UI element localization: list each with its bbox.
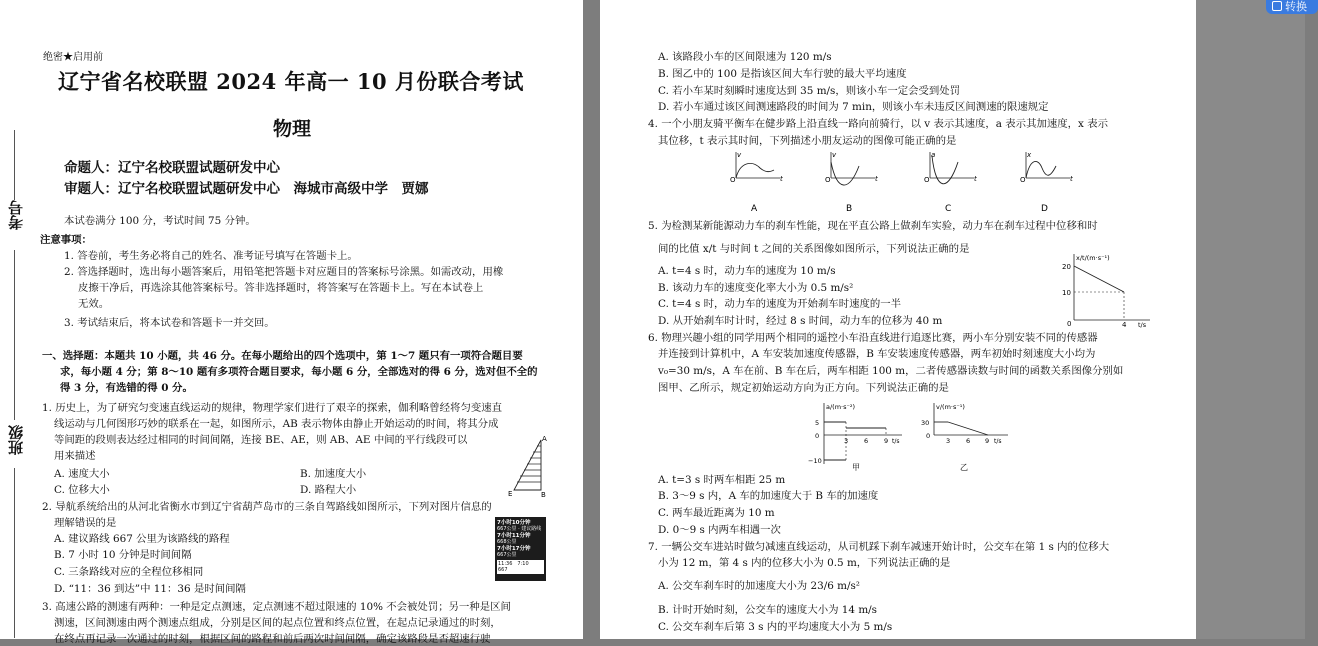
q1-option-b: B. 加速度大小 [300, 468, 367, 480]
q7-text: 小为 12 m，第 4 s 内的位移大小为 0.5 m，下列说法正确的是 [658, 557, 951, 569]
q5-tick-10: 10 [1062, 289, 1071, 297]
q4-label-b: B [846, 204, 853, 214]
page-1 [0, 0, 583, 645]
q4-text: 其位移，t 表示其时间，下列描述小朋友运动的图像可能正确的是 [658, 135, 957, 147]
q7-text: 7. 一辆公交车进站时做匀减速直线运动，从司机踩下刹车减速开始计时，公交车在第 1 s 内的位移大 [648, 541, 1110, 553]
q4-graph-d [1020, 151, 1073, 214]
q4-graph-a [730, 151, 783, 214]
translate-button[interactable] [1266, 0, 1318, 14]
q6a-ylabel: a/(m·s⁻²) [826, 403, 856, 411]
q3-text: 3. 高速公路的测速有两种：一种是定点测速，定点测速不超过限速的 10% 不会被处罚；另一种是区间 [42, 601, 511, 613]
q6-text: 并连接到计算机中，A 车安装加速度传感器，B 车安装速度传感器，两车初始时刻速度大小均为 [658, 348, 1096, 360]
q1-text: 1. 历史上，为了研究匀变速直线运动的规律，物理学家们进行了艰辛的探索，伽利略曾经将匀变速直 [42, 402, 503, 414]
side-label-banji: 班级 [7, 425, 25, 455]
q3-option-d: D. 若小车通过该区间测速路段的时间为 7 min，则该小车未违反区间测速的限速规定 [658, 101, 1049, 113]
q6a-tick-6: 6 [864, 437, 869, 445]
q2-text: 理解错误的是 [54, 517, 117, 529]
route-summary: 11:36 7:10 667 [497, 560, 544, 574]
q6a-tick-3: 3 [844, 437, 849, 445]
q2-text: 2. 导航系统给出的从河北省衡水市到辽宁省葫芦岛市的三条自驾路线如图所示，下列对图片信息的 [42, 501, 492, 513]
subject-title: 物理 [273, 118, 312, 140]
q6-text: v₀=30 m/s，A 车在前、B 车在后，两车相距 100 m，二者传感器读数与时间的函数关系图像分别如 [658, 365, 1124, 377]
q2-option-a: A. 建议路线 667 公里为该路线的路程 [54, 533, 230, 545]
q3-option-b: B. 图乙中的 100 是指该区间大车行驶的最大平均速度 [658, 68, 907, 80]
q5-option-d: D. 从开始刹车时计时，经过 8 s 时间，动力车的位移为 40 m [658, 315, 943, 327]
header-confidential: 绝密★启用前 [43, 52, 103, 63]
intro-text: 本试卷满分 100 分，考试时间 75 分钟。 [64, 215, 256, 227]
q5-text: 5. 为检测某新能源动力车的刹车性能，现在平直公路上做刹车实验，动力车在刹车过程中位移和时 [648, 220, 1098, 232]
route-2-desc: 668公里 [497, 539, 517, 545]
q5-tick-4: 4 [1122, 321, 1127, 329]
q4-graph-b [825, 151, 878, 214]
q2-option-b: B. 7 小时 10 分钟是时间间隔 [54, 549, 192, 561]
q3-option-c: C. 若小车某时刻瞬时速度达到 35 m/s，则该小车一定会受到处罚 [658, 85, 961, 97]
q1-triangle-figure [506, 432, 550, 498]
section-heading: 得 3 分，有选错的得 0 分。 [60, 382, 193, 394]
q7-option-c: C. 公交车刹车后第 3 s 内的平均速度大小为 5 m/s [658, 621, 893, 633]
route-1-desc: 667公里 · 建议路线 [497, 526, 542, 532]
q6a-xlabel: t/s [892, 438, 900, 445]
q6-option-a: A. t=3 s 时两车相距 25 m [658, 474, 786, 486]
q2-navigation-image [495, 517, 546, 581]
q6a-caption: 甲 [852, 463, 860, 472]
exam-title: 辽宁省名校联盟 2024 年高一 10 月份联合考试 [58, 69, 524, 94]
q2-option-d: D. “11：36 到达”中 11：36 是时间间隔 [54, 583, 246, 595]
q2-option-c: C. 三条路线对应的全程位移相同 [54, 566, 204, 578]
q1-option-a: A. 速度大小 [54, 468, 110, 480]
route-3-desc: 667公里 [497, 552, 517, 558]
q5-origin: 0 [1067, 320, 1072, 328]
q6b-xlabel: t/s [994, 438, 1002, 445]
q6a-tick-9: 9 [884, 437, 889, 445]
author-line: 命题人：辽宁名校联盟试题研发中心 [64, 160, 280, 176]
q4-c-origin: O [924, 176, 930, 184]
q6-option-b: B. 3～9 s 内，A 车的加速度大于 B 车的加速度 [658, 490, 879, 502]
q6a-tick-neg10: −10 [808, 457, 822, 465]
notice-line: 无效。 [78, 298, 110, 310]
q6-option-c: C. 两车最近距离为 10 m [658, 507, 775, 519]
q4-text: 4. 一个小朋友骑平衡车在健步路上沿直线一路向前骑行，以 v 表示其速度，a 表示其加速度，x 表示 [648, 118, 1108, 130]
q4-d-t: t [1070, 175, 1073, 183]
q7-option-a: A. 公交车刹车时的加速度大小为 23/6 m/s² [658, 580, 860, 592]
q6b-tick-3: 3 [946, 437, 951, 445]
notice-line: 3. 考试结束后，将本试卷和答题卡一并交回。 [64, 317, 275, 329]
q4-b-t: t [875, 175, 878, 183]
q3-text: 在终点再记录一次通过的时刻，根据区间的路程和前后两次时间间隔，确定该路段是否超速行驶 [54, 633, 491, 645]
q5-xlabel: t/s [1138, 321, 1147, 329]
notice-line: 皮擦干净后，再选涂其他答案标号。答非选择题时，将答案写在答题卡上。写在本试卷上 [78, 282, 484, 294]
q6-text: 6. 物理兴趣小组的同学用两个相同的遥控小车沿直线进行追逐比赛，两小车分别安装不同的传感器 [648, 332, 1098, 344]
q1-option-c: C. 位移大小 [54, 484, 110, 496]
q6-graph-b [918, 400, 1013, 474]
q4-c-t: t [974, 175, 977, 183]
q1-text: 用来描述 [54, 450, 96, 462]
q4-b-axis: v [832, 151, 837, 159]
route-2-time: 7小时11分钟 [497, 533, 531, 539]
q1-text: 等间距的段则表达经过相同的时间间隔，连接 BE、AE，则 AB、AE 中间的平行线段可以 [54, 434, 468, 446]
q4-a-axis: v [737, 151, 742, 159]
q5-option-b: B. 该动力车的速度变化率大小为 0.5 m/s² [658, 282, 854, 294]
q1-label-b: B [541, 491, 546, 499]
q3-text: 测速，区间测速由两个测速点组成，分别是区间的起点位置和终点位置，在起点记录通过的时刻， [54, 617, 501, 629]
section-heading: 一、选择题：本题共 10 小题，共 46 分。在每小题给出的四个选项中，第 1～7 题只有一项符合题目要 [42, 350, 523, 362]
route-1-time: 7小时10分钟 [497, 520, 531, 526]
q6b-tick-30: 30 [921, 419, 930, 427]
q6-text: 图甲、乙所示，规定初始运动方向为正方向。下列说法正确的是 [658, 382, 949, 394]
translate-icon [1272, 1, 1282, 11]
route-3-time: 7小时17分钟 [497, 546, 531, 552]
q6b-tick-6: 6 [966, 437, 971, 445]
notice-line: 1. 答卷前，考生务必将自己的姓名、准考证号填写在答题卡上。 [64, 250, 358, 262]
q4-c-axis: a [931, 151, 936, 159]
q1-text: 线运动与几何图形巧妙的联系在一起，如图所示，AB 表示物体由静止开始运动的时间，将其分成 [54, 418, 499, 430]
reviewer-line: 审题人：辽宁名校联盟试题研发中心 海城市高级中学 贾娜 [64, 181, 429, 197]
q4-d-axis: x [1027, 151, 1032, 159]
q5-ylabel: x/t/(m·s⁻¹) [1076, 254, 1110, 262]
q4-b-origin: O [825, 176, 831, 184]
side-label-kaohao: 考号 [7, 200, 25, 230]
q6b-tick-9: 9 [985, 437, 990, 445]
q6b-ylabel: v/(m·s⁻¹) [936, 403, 965, 411]
notice-heading: 注意事项： [40, 234, 92, 246]
q1-label-a: A [542, 435, 547, 443]
q5-graph [1058, 250, 1158, 328]
q5-text: 间的比值 x/t 与时间 t 之间的关系图像如图所示，下列说法正确的是 [658, 243, 970, 255]
page-2 [600, 0, 1196, 639]
q4-label-d: D [1041, 204, 1048, 214]
q1-label-e: E [508, 490, 513, 498]
q4-d-origin: O [1020, 176, 1026, 184]
q4-label-a: A [751, 204, 758, 214]
q4-graph-c [924, 151, 977, 214]
q4-graphs [720, 148, 1073, 216]
q4-label-c: C [945, 204, 952, 214]
q4-a-t: t [780, 175, 783, 183]
q1-option-d: D. 路程大小 [300, 484, 357, 496]
binding-line [14, 130, 15, 200]
q7-option-b: B. 计时开始时刻，公交车的速度大小为 14 m/s [658, 604, 878, 616]
q5-tick-20: 20 [1062, 263, 1071, 271]
q6b-caption: 乙 [960, 463, 968, 472]
binding-line [14, 468, 15, 638]
q5-option-c: C. t=4 s 时，动力车的速度为开始刹车时速度的一半 [658, 298, 902, 310]
q4-a-origin: O [730, 176, 736, 184]
q6-option-d: D. 0～9 s 内两车相遇一次 [658, 524, 781, 536]
q6a-tick-0: 0 [815, 432, 820, 440]
q6-graph-a [806, 400, 906, 474]
q3-option-a: A. 该路段小车的区间限速为 120 m/s [658, 51, 832, 63]
translate-label: 转换 [1285, 0, 1307, 13]
notice-line: 2. 答选择题时，选出每小题答案后，用铅笔把答题卡对应题目的答案标号涂黑。如需改动，用橡 [64, 266, 504, 278]
viewer-background-right [1196, 0, 1305, 639]
q5-option-a: A. t=4 s 时，动力车的速度为 10 m/s [658, 265, 836, 277]
section-heading: 求，每小题 4 分；第 8～10 题有多项符合题目要求，每小题 6 分，全部选对的得 6 分，选对但不全的 [60, 366, 538, 378]
binding-line [14, 250, 15, 420]
q6a-tick-5: 5 [815, 419, 820, 427]
q6b-tick-0: 0 [926, 432, 931, 440]
